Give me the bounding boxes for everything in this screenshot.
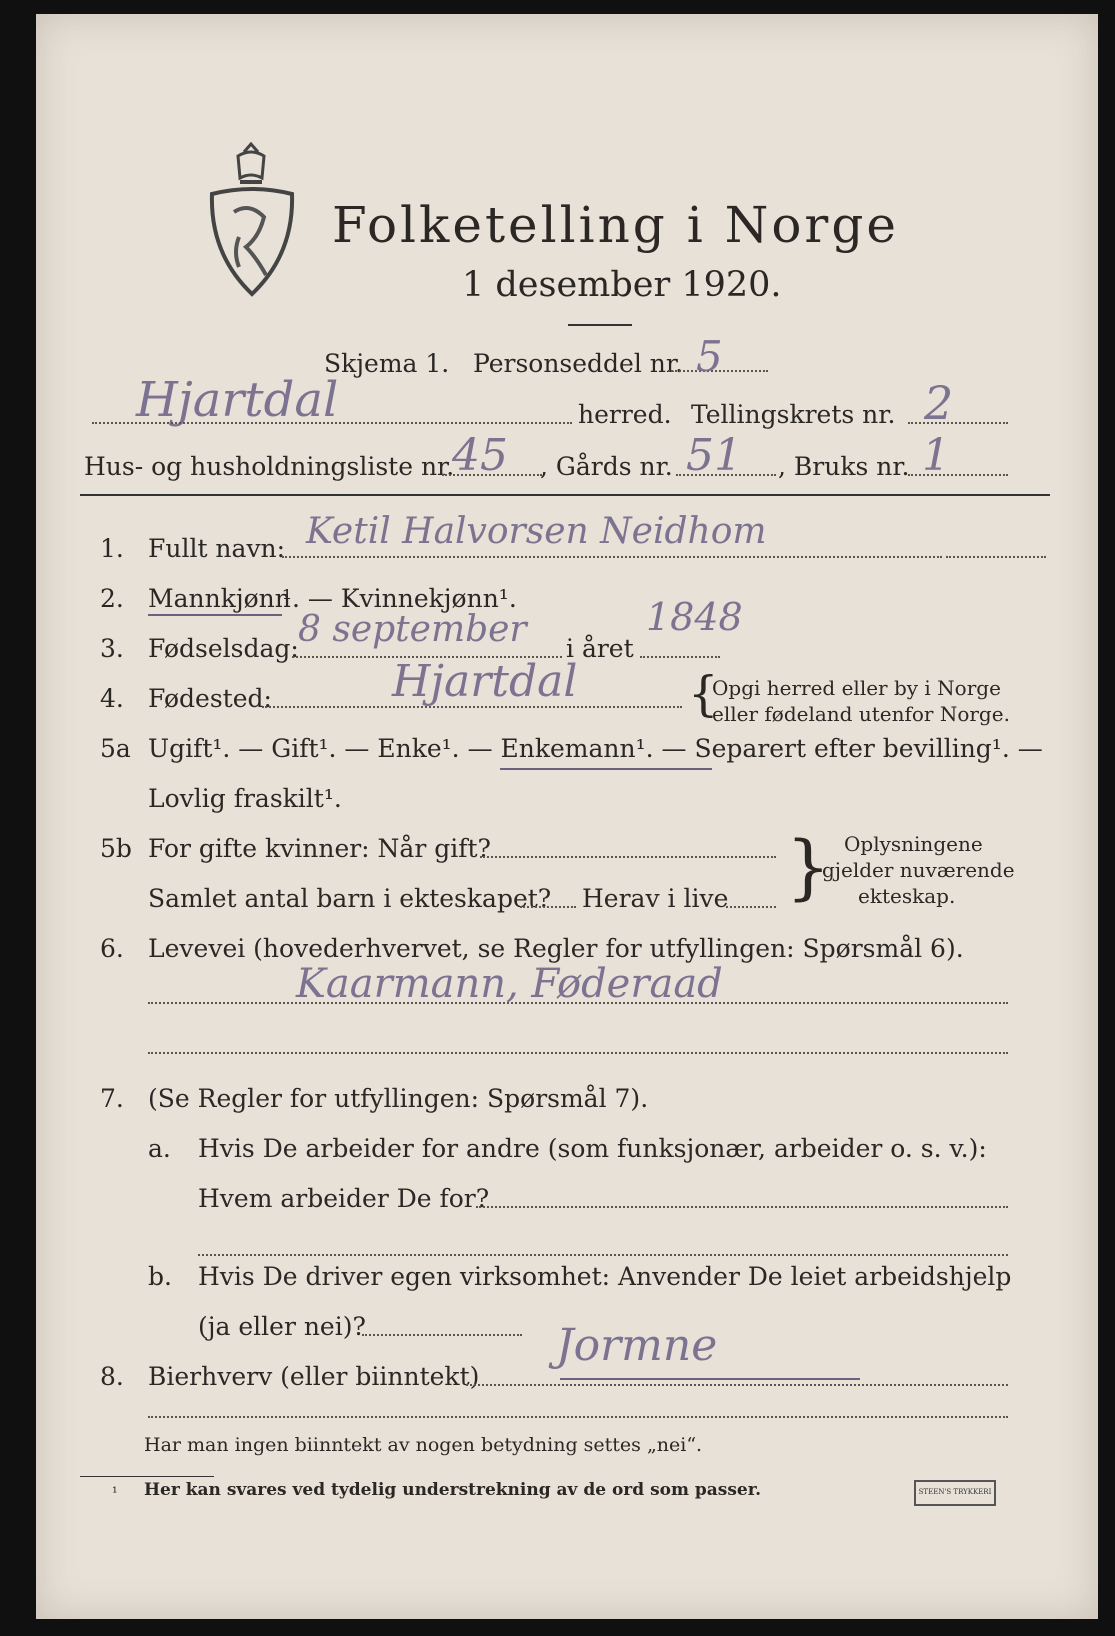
q7b-letter: b. <box>148 1262 172 1291</box>
side-income-underline <box>560 1378 860 1380</box>
q6-number: 6. <box>100 934 124 963</box>
q2-kvinnekjonn-label: ¹. — Kvinnekjønn¹. <box>282 584 517 613</box>
bruks-label: , Bruks nr. <box>778 452 910 481</box>
q8-number: 8. <box>100 1362 124 1391</box>
skjema-label: Skjema 1. <box>324 349 450 378</box>
birthplace-value[interactable]: Hjartdal <box>392 656 578 707</box>
birth-year-value[interactable]: 1848 <box>646 595 743 639</box>
header-separator <box>80 494 1050 496</box>
q7a-text: Hvis De arbeider for andre (som funksjonær, arbeider o. s. v.): <box>198 1134 987 1163</box>
q5b-note-2: gjelder nuværende <box>822 858 1015 882</box>
tellingskrets-label: Tellingskrets nr. <box>691 400 896 429</box>
q7-number: 7. <box>100 1084 124 1113</box>
no-income-note: Har man ingen biinntekt av nogen betydning settes „nei“. <box>144 1434 703 1456</box>
q7a-letter: a. <box>148 1134 171 1163</box>
q5b-label-2: Samlet antal barn i ekteskapet? <box>148 884 552 913</box>
census-date: 1 desember 1920. <box>462 265 782 305</box>
title-divider <box>568 324 632 326</box>
q4-label: Fødested: <box>148 684 272 713</box>
q5b-note-3: ekteskap. <box>858 884 956 908</box>
q7-label: (Se Regler for utfyllingen: Spørsmål 7). <box>148 1084 649 1113</box>
q7a-text-2: Hvem arbeider De for? <box>198 1184 490 1213</box>
q5b-label: For gifte kvinner: Når gift? <box>148 834 491 863</box>
q3-label: Fødselsdag: <box>148 634 299 663</box>
footnote-mark: ¹ <box>112 1485 118 1501</box>
gards-value[interactable]: 51 <box>686 430 742 481</box>
q5a-options: Ugift¹. — Gift¹. — Enke¹. — Enkemann¹. — Separert efter bevilling¹. — <box>148 734 1043 763</box>
q5a-options-2: Lovlig fraskilt¹. <box>148 784 342 813</box>
bruks-value[interactable]: 1 <box>922 430 950 481</box>
q7b-text-2: (ja eller nei)? <box>198 1312 366 1341</box>
footnote-rule <box>80 1476 214 1477</box>
q4-note-1: Opgi herred eller by i Norge <box>712 676 1001 700</box>
side-income-value[interactable]: Jormne <box>556 1320 718 1371</box>
q1-number: 1. <box>100 534 124 563</box>
q5b-number: 5b <box>100 834 132 863</box>
q4-number: 4. <box>100 684 124 713</box>
form-title: Folketelling i Norge <box>332 196 899 254</box>
norwegian-coat-of-arms-icon <box>204 142 299 297</box>
q3-year-label: i året <box>566 634 634 663</box>
q2-number: 2. <box>100 584 124 613</box>
printer-stamp: STEEN'S TRYKKERI <box>914 1480 996 1506</box>
q7b-text: Hvis De driver egen virksomhet: Anvender De leiet arbeidshjelp <box>198 1262 1012 1291</box>
mannkjonn-underline <box>148 614 282 616</box>
q6-label: Levevei (hovederhvervet, se Regler for utfyllingen: Spørsmål 6). <box>148 934 964 963</box>
full-name-value[interactable]: Ketil Halvorsen Neidhom <box>306 511 767 552</box>
q5b-label-3: Herav i live <box>582 884 729 913</box>
q5a-number: 5a <box>100 734 131 763</box>
census-form: Folketelling i Norge 1 desember 1920. Skjema 1. Personseddel nr. 5 Hjartdal herred. Tellingskrets nr. 2 Hus- og husholdningsliste nr. 45 , Gårds nr. 51 , Bruks nr. 1 1. Fullt navn: Ketil Halvorsen Neidhom 2. Mannkjønn ¹. — Kvinnekjønn¹. 3. Fødselsdag: 8 september i året 1848 4. Fødested: Hjartdal { Opgi herred eller by i Norge eller fødeland utenfor Norge. 5a Ugift¹. — Gift¹. — Enke¹. — Enkemann¹. — Separert efter bevilling¹. — Lovlig fraskilt¹. 5b For gifte kvinner: Når gift? Samlet antal barn i ekteskapet? Herav i live } Oplysningene gjelder nuværende ekteskap. 6. Levevei (hovederhvervet, se Regler for utfyllingen: Spørsmål 6). Kaarmann, Føderaad 7. (Se Regler for utfyllingen: Spørsmål 7). a. Hvis De arbeider for andre (som funksjonær, arbeider o. s. v.): Hvem arbeider De for? b. Hvis De driver egen virksomhet: Anvender De leiet arbeidshjelp (ja eller nei)? 8. Bierhverv (eller biinntekt) Jormne Har man ingen biinntekt av nogen betydning settes „nei“. ¹ Her kan svares ved tydelig understrekning av de ord som passer. STEEN'S TRYKKERI <box>36 14 1098 1619</box>
q1-label: Fullt navn: <box>148 534 286 563</box>
personseddel-label: Personseddel nr. <box>473 349 684 378</box>
herred-value[interactable]: Hjartdal <box>136 372 339 428</box>
enkemann-underline <box>500 768 712 770</box>
occupation-value[interactable]: Kaarmann, Føderaad <box>296 961 723 1007</box>
gards-label: , Gårds nr. <box>540 452 673 481</box>
birthday-value[interactable]: 8 september <box>298 609 527 650</box>
q4-note-2: eller fødeland utenfor Norge. <box>712 702 1010 726</box>
herred-label: herred. <box>578 400 672 429</box>
q2-mannkjonn-label: Mannkjønn <box>148 584 291 613</box>
q3-number: 3. <box>100 634 124 663</box>
q5b-note-1: Oplysningene <box>844 832 983 856</box>
q8-label: Bierhverv (eller biinntekt) <box>148 1362 480 1391</box>
tellingskrets-value[interactable]: 2 <box>924 376 954 430</box>
personseddel-value[interactable]: 5 <box>696 332 723 381</box>
hus-value[interactable]: 45 <box>452 430 508 481</box>
footnote-text: Her kan svares ved tydelig understrekning av de ord som passer. <box>144 1480 762 1500</box>
hus-label: Hus- og husholdningsliste nr. <box>84 452 455 481</box>
